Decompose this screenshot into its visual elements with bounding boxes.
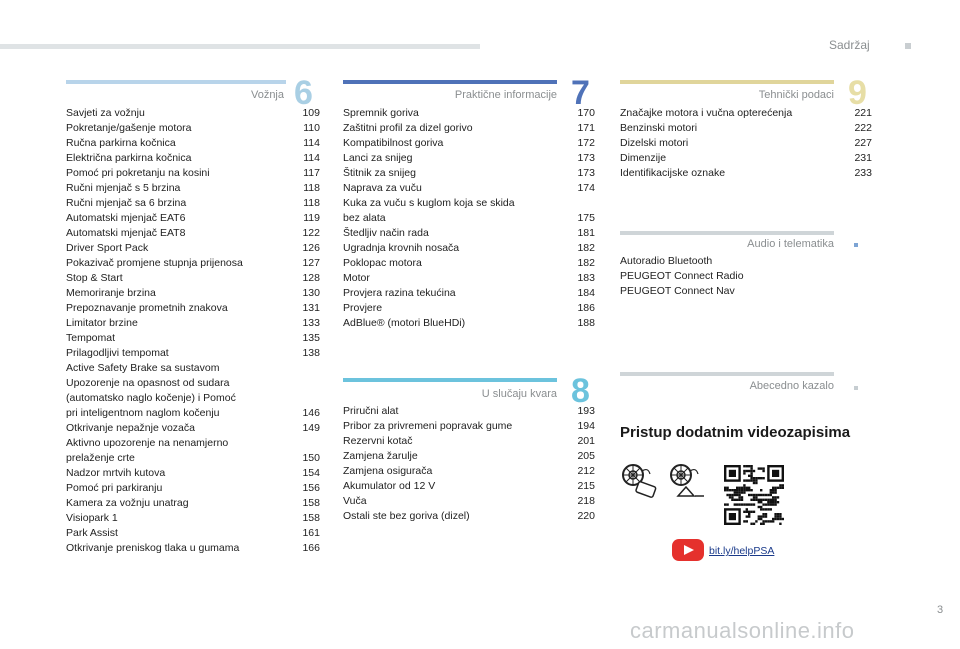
- toc-entry[interactable]: [620, 284, 834, 299]
- toc-entry-title: Priručni alat: [343, 405, 399, 417]
- toc-entry-title: Značajke motora i vučna opterećenja: [620, 107, 793, 119]
- toc-entry[interactable]: [343, 271, 595, 286]
- toc-entry-title: Visiopark 1: [66, 512, 118, 524]
- audio-section-list: [620, 254, 834, 299]
- toc-entry[interactable]: [343, 256, 595, 271]
- toc-entry-title: PEUGEOT Connect Nav: [620, 285, 735, 297]
- toc-entry-title: Otkrivanje nepažnje vozača: [66, 422, 195, 434]
- toc-entry-page: 166: [302, 542, 320, 554]
- toc-entry-page: 172: [577, 137, 595, 149]
- tyre-repair-icon: [620, 462, 660, 502]
- toc-entry-page: 193: [577, 405, 595, 417]
- toc-entry[interactable]: [343, 494, 595, 509]
- toc-entry-title: Pribor za privremeni popravak gume: [343, 420, 513, 432]
- video-title: Pristup dodatnim videozapisima: [620, 424, 851, 441]
- toc-entry[interactable]: [343, 121, 595, 136]
- toc-entry-title: Ručna parkirna kočnica: [66, 137, 176, 149]
- toc-entry-title: Pokazivač promjene stupnja prijenosa: [66, 257, 243, 269]
- toc-entry[interactable]: [343, 449, 595, 464]
- toc-entry-title: Pokretanje/gašenje motora: [66, 122, 192, 134]
- section-9-title: Tehnički podaci: [758, 89, 834, 101]
- toc-entry-title: Tempomat: [66, 332, 116, 344]
- toc-entry-page: 221: [854, 107, 872, 119]
- toc-entry-title: Vuča: [343, 495, 367, 507]
- toc-entry-page: 215: [577, 480, 595, 492]
- toc-entry-page: 201: [577, 435, 595, 447]
- toc-entry-title: Rezervni kotač: [343, 435, 413, 447]
- toc-entry-page: 174: [577, 182, 595, 194]
- toc-entry-page: 158: [302, 497, 320, 509]
- toc-entry[interactable]: [66, 181, 320, 196]
- toc-entry-page: 138: [302, 347, 320, 359]
- toc-entry[interactable]: [620, 269, 834, 284]
- toc-entry-page: 181: [577, 227, 595, 239]
- header-bar: [0, 44, 480, 49]
- toc-entry-title: Zamjena osigurača: [343, 465, 433, 477]
- video-link[interactable]: bit.ly/helpPSA: [709, 545, 775, 557]
- toc-entry[interactable]: [620, 166, 872, 181]
- toc-entry[interactable]: [66, 211, 320, 226]
- toc-entry[interactable]: [66, 511, 320, 526]
- toc-entry-page: 146: [302, 407, 320, 419]
- toc-entry-title: Park Assist: [66, 527, 118, 539]
- toc-entry[interactable]: [66, 151, 320, 166]
- toc-entry-title: Električna parkirna kočnica: [66, 152, 192, 164]
- toc-entry[interactable]: [66, 166, 320, 181]
- toc-entry-page: 186: [577, 302, 595, 314]
- toc-entry[interactable]: [66, 526, 320, 541]
- toc-entry-title: Ručni mjenjač s 5 brzina: [66, 182, 181, 194]
- toc-entry-page: 133: [302, 317, 320, 329]
- toc-entry[interactable]: [343, 196, 595, 226]
- toc-entry[interactable]: [66, 421, 320, 436]
- toc-entry-title: Benzinski motori: [620, 122, 698, 134]
- toc-entry-page: 170: [577, 107, 595, 119]
- toc-entry[interactable]: [66, 361, 320, 421]
- toc-entry-title: Ugradnja krovnih nosača: [343, 242, 460, 254]
- toc-entry-title: Provjera razina tekućina: [343, 287, 456, 299]
- toc-entry-title: Štitnik za snijeg: [343, 167, 416, 179]
- toc-entry-title: Aktivno upozorenje na nenamjerno prelaženje crte: [66, 437, 229, 464]
- toc-entry-title: Prilagodljivi tempomat: [66, 347, 169, 359]
- toc-entry-page: 183: [577, 272, 595, 284]
- toc-entry-title: Štedljiv način rada: [343, 227, 429, 239]
- toc-entry-title: Limitator brzine: [66, 317, 138, 329]
- toc-entry[interactable]: [343, 226, 595, 241]
- toc-entry-page: 109: [302, 107, 320, 119]
- toc-entry-title: Active Safety Brake sa sustavom Upozorenje na opasnost od sudara (automatsko naglo kočenje) i Pomoć pri inteligentnom naglom kočenju: [66, 362, 236, 419]
- toc-entry-page: 128: [302, 272, 320, 284]
- section-7-title: Praktične informacije: [454, 89, 557, 101]
- toc-entry-page: 231: [854, 152, 872, 164]
- toc-entry-title: Savjeti za vožnju: [66, 107, 145, 119]
- section-8-title: U slučaju kvara: [481, 388, 557, 400]
- section-8-number: 8: [571, 372, 590, 410]
- section-7-list: [343, 106, 595, 331]
- toc-entry-title: AdBlue® (motori BlueHDi): [343, 317, 466, 329]
- toc-entry[interactable]: [343, 106, 595, 121]
- toc-entry[interactable]: [620, 254, 834, 269]
- toc-entry-page: 135: [302, 332, 320, 344]
- toc-entry-title: Pomoć pri pokretanju na kosini: [66, 167, 210, 179]
- toc-entry[interactable]: [66, 331, 320, 346]
- toc-entry-title: Provjere: [343, 302, 383, 314]
- toc-entry-title: PEUGEOT Connect Radio: [620, 270, 744, 282]
- toc-entry-title: Automatski mjenjač EAT8: [66, 227, 186, 239]
- section-9-number: 9: [848, 74, 867, 112]
- toc-entry[interactable]: [620, 151, 872, 166]
- toc-entry[interactable]: [343, 181, 595, 196]
- toc-entry-page: 130: [302, 287, 320, 299]
- section-7-number: 7: [571, 74, 590, 112]
- toc-entry-page: 182: [577, 242, 595, 254]
- toc-entry[interactable]: [343, 316, 595, 331]
- section-7-rule: [343, 80, 557, 84]
- toc-entry[interactable]: [66, 121, 320, 136]
- section-8-list: [343, 404, 595, 524]
- toc-entry-page: 173: [577, 167, 595, 179]
- toc-entry[interactable]: [620, 121, 872, 136]
- toc-entry[interactable]: [343, 136, 595, 151]
- toc-entry-title: Kuka za vuču s kuglom koja se skida bez alata: [343, 197, 515, 224]
- header-marker: [905, 43, 911, 49]
- audio-section-marker: [854, 243, 858, 247]
- toc-entry-page: 233: [854, 167, 872, 179]
- section-6-number: 6: [294, 74, 313, 112]
- section-6-list: [66, 106, 320, 556]
- toc-entry-page: 171: [577, 122, 595, 134]
- toc-entry-page: 150: [302, 452, 320, 464]
- toc-entry-page: 118: [303, 197, 320, 209]
- toc-entry[interactable]: [343, 286, 595, 301]
- toc-entry[interactable]: [66, 346, 320, 361]
- toc-entry[interactable]: [343, 241, 595, 256]
- toc-entry[interactable]: [66, 541, 320, 556]
- toc-entry-page: 156: [302, 482, 320, 494]
- toc-entry[interactable]: [620, 136, 872, 151]
- toc-entry[interactable]: [343, 301, 595, 316]
- wheel-jack-icon: [668, 462, 708, 502]
- toc-entry-page: 122: [302, 227, 320, 239]
- toc-entry-title: Dizelski motori: [620, 137, 689, 149]
- toc-entry-page: 175: [577, 212, 595, 224]
- section-9-list: [620, 106, 872, 181]
- toc-entry[interactable]: [343, 479, 595, 494]
- watermark-text: carmanualsonline.info: [630, 618, 855, 643]
- toc-entry-title: Pomoć pri parkiranju: [66, 482, 163, 494]
- page-number: 3: [937, 604, 944, 616]
- toc-entry-page: 114: [303, 152, 320, 164]
- toc-entry[interactable]: [66, 196, 320, 211]
- toc-entry-page: 222: [854, 122, 872, 134]
- toc-entry[interactable]: [343, 509, 595, 524]
- audio-section-rule: [620, 231, 834, 235]
- toc-entry-title: Kompatibilnost goriva: [343, 137, 444, 149]
- toc-entry-page: 154: [302, 467, 320, 479]
- toc-entry-title: Ručni mjenjač sa 6 brzina: [66, 197, 187, 209]
- toc-entry[interactable]: [66, 316, 320, 331]
- toc-entry[interactable]: [66, 106, 320, 121]
- toc-entry[interactable]: [343, 464, 595, 479]
- section-6-title: Vožnja: [250, 89, 284, 101]
- toc-entry-page: 173: [577, 152, 595, 164]
- section-6-rule: [66, 80, 286, 84]
- toc-entry-page: 118: [303, 182, 320, 194]
- toc-entry-page: 110: [303, 122, 320, 134]
- toc-entry-page: 117: [303, 167, 320, 179]
- toc-entry-page: 119: [303, 212, 320, 224]
- toc-entry-page: 149: [302, 422, 320, 434]
- index-section-title: Abecedno kazalo: [749, 380, 834, 392]
- section-8-rule: [343, 378, 557, 382]
- qr-code-icon[interactable]: [724, 465, 784, 525]
- toc-entry-title: Memoriranje brzina: [66, 287, 156, 299]
- toc-entry[interactable]: [66, 241, 320, 256]
- toc-entry[interactable]: [66, 256, 320, 271]
- toc-entry-page: 227: [854, 137, 872, 149]
- toc-entry[interactable]: [66, 271, 320, 286]
- toc-entry[interactable]: [66, 466, 320, 481]
- toc-entry-page: 205: [577, 450, 595, 462]
- toc-entry-title: Automatski mjenjač EAT6: [66, 212, 186, 224]
- toc-entry[interactable]: [66, 286, 320, 301]
- toc-entry[interactable]: [343, 434, 595, 449]
- toc-entry[interactable]: [343, 166, 595, 181]
- toc-entry[interactable]: [343, 151, 595, 166]
- toc-entry[interactable]: [343, 419, 595, 434]
- toc-entry-page: 126: [302, 242, 320, 254]
- toc-entry-page: 212: [577, 465, 595, 477]
- toc-entry-title: Poklopac motora: [343, 257, 422, 269]
- toc-entry-title: Nadzor mrtvih kutova: [66, 467, 166, 479]
- toc-entry-title: Otkrivanje preniskog tlaka u gumama: [66, 542, 240, 554]
- toc-entry[interactable]: [66, 436, 320, 466]
- toc-entry-title: Zaštitni profil za dizel gorivo: [343, 122, 473, 134]
- page-header-title: Sadržaj: [829, 38, 870, 52]
- toc-entry[interactable]: [343, 404, 595, 419]
- toc-entry-page: 184: [577, 287, 595, 299]
- toc-entry-page: 127: [302, 257, 320, 269]
- toc-entry-title: Prepoznavanje prometnih znakova: [66, 302, 228, 314]
- toc-entry-title: Kamera za vožnju unatrag: [66, 497, 189, 509]
- toc-entry-page: 182: [577, 257, 595, 269]
- toc-entry-page: 218: [577, 495, 595, 507]
- toc-entry[interactable]: [66, 496, 320, 511]
- toc-entry-page: 161: [302, 527, 320, 539]
- toc-entry-page: 131: [302, 302, 320, 314]
- youtube-icon[interactable]: [672, 539, 704, 561]
- toc-entry-title: Ostali ste bez goriva (dizel): [343, 510, 470, 522]
- toc-entry-page: 158: [302, 512, 320, 524]
- toc-entry[interactable]: [66, 481, 320, 496]
- index-section-rule: [620, 372, 834, 376]
- toc-entry-title: Spremnik goriva: [343, 107, 419, 119]
- toc-entry-page: 220: [577, 510, 595, 522]
- toc-entry-title: Lanci za snijeg: [343, 152, 413, 164]
- toc-entry-title: Akumulator od 12 V: [343, 480, 436, 492]
- toc-entry-title: Dimenzije: [620, 152, 667, 164]
- toc-entry-title: Stop & Start: [66, 272, 123, 284]
- index-section-marker: [854, 386, 858, 390]
- toc-entry-title: Driver Sport Pack: [66, 242, 149, 254]
- audio-section-title: Audio i telematika: [747, 238, 834, 250]
- toc-entry-page: 194: [577, 420, 595, 432]
- toc-entry-title: Autoradio Bluetooth: [620, 255, 713, 267]
- toc-entry-title: Zamjena žarulje: [343, 450, 418, 462]
- toc-entry[interactable]: [66, 136, 320, 151]
- toc-entry-title: Identifikacijske oznake: [620, 167, 726, 179]
- toc-entry-page: 114: [303, 137, 320, 149]
- toc-entry[interactable]: [66, 301, 320, 316]
- toc-entry[interactable]: [620, 106, 872, 121]
- toc-entry-title: Motor: [343, 272, 370, 284]
- section-9-rule: [620, 80, 834, 84]
- toc-entry-page: 188: [577, 317, 595, 329]
- toc-entry[interactable]: [66, 226, 320, 241]
- toc-entry-title: Naprava za vuču: [343, 182, 422, 194]
